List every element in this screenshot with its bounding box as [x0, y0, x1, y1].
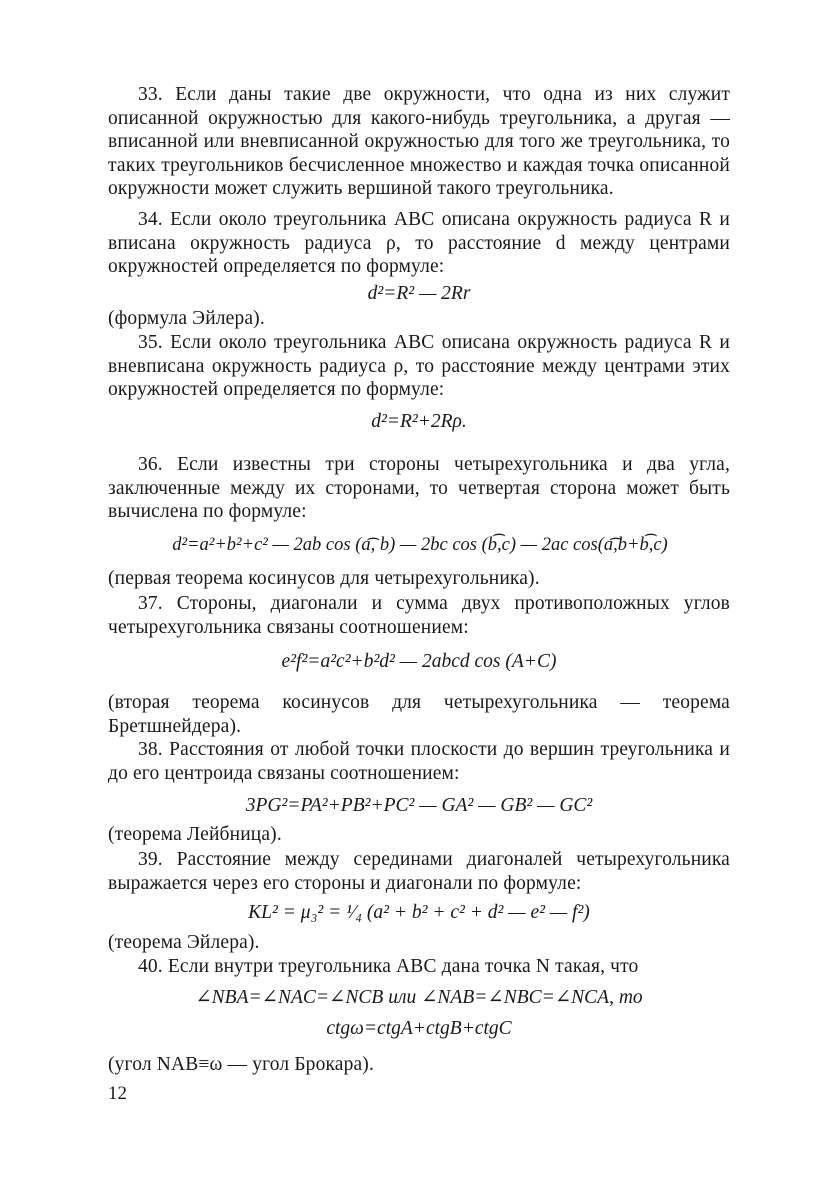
formula-36: d²=a²+b²+c² — 2ab cos (a͡, b) — 2bc cos (b͡,c) — 2ac cos(a͡,b+b͡,c)	[172, 535, 668, 555]
paragraph-38: 38. Расстояния от любой точки плоскости до вершин треугольника и до его центроида связаны соотношением:	[108, 739, 730, 784]
note-36	[108, 567, 730, 591]
formula-39: KL² = μ₃² = ¹⁄₄ (a² + b² + c² + d² — e² — f²)	[248, 902, 590, 923]
paragraph-37: 37. Стороны, диагонали и сумма двух противоположных углов четырехугольника связаны соотношением:	[108, 593, 730, 638]
note-leibniz: (теорема Лейбница).	[108, 824, 282, 845]
formula-euler	[108, 283, 730, 305]
formula-38-block	[108, 795, 730, 817]
note-brocard-angle: (угол NAB≡ω — угол Брокара).	[108, 1054, 374, 1075]
item-36	[108, 453, 730, 524]
formula-40-angles: ∠NBA=∠NAC=∠NCB или ∠NAB=∠NBC=∠NCA, то	[195, 987, 643, 1008]
formula-36-block	[100, 535, 740, 556]
formula-39-block	[108, 902, 730, 924]
note-euler-theorem: (теорема Эйлера).	[108, 932, 260, 953]
formula-35-block	[108, 411, 730, 433]
paragraph-39: 39. Расстояние между серединами диагоналей четырехугольника выражается через его стороны и диагонали по формуле:	[108, 849, 730, 894]
paragraph-40: 40. Если внутри треугольника ABC дана точка N такая, что	[138, 956, 639, 977]
note-40	[108, 1053, 730, 1077]
formula-35: d²=R²+2Rρ.	[371, 411, 467, 432]
formula-37-block	[108, 651, 730, 673]
formula-34: d²=R² — 2Rr	[367, 283, 471, 304]
formula-37: e²f²=a²c²+b²d² — 2abcd cos (A+C)	[281, 651, 557, 672]
paragraph-33: 33. Если даны такие две окружности, что одна из них служит описанной окружностью для какого-нибудь треугольника, а другая — вписанной или вневписанной окружностью для того же треугольника, то таких треугольников бесчисленное множество и каждая точка описанной окружности может служить вершиной такого треугольника.	[108, 84, 730, 200]
note-euler-formula: (формула Эйлера).	[108, 308, 265, 329]
paragraph-35: 35. Если около треугольника ABC описана окружность радиуса R и вневписана окружность радиуса ρ, то расстояние между центрами этих окружностей определяется по формуле:	[108, 332, 730, 401]
item-40	[108, 955, 730, 979]
formula-40a-block	[108, 985, 730, 1009]
formula-38: 3PG²=PA²+PB²+PC² — GA² — GB² — GC²	[245, 795, 593, 816]
item-35	[108, 331, 730, 402]
paragraph-34: 34. Если около треугольника ABC описана окружность радиуса R и вписана окружность радиуса ρ, то расстояние d между центрами окружностей определяется по формуле:	[108, 209, 730, 278]
formula-40b-block	[108, 1018, 730, 1040]
paragraph-36: 36. Если известны три стороны четырехугольника и два угла, заключенные между их сторонами, то четвертая сторона может быть вычислена по формуле:	[108, 454, 730, 523]
item-38	[108, 738, 730, 785]
note-38	[108, 823, 730, 847]
page-number: 12	[108, 1083, 127, 1104]
note-bretschneider: (вторая теорема косинусов для четырехугольника — теорема Бретшнейдера).	[108, 692, 730, 737]
note-first-cosine-theorem: (первая теорема косинусов для четырехугольника).	[108, 568, 540, 589]
note-37	[108, 691, 730, 738]
formula-40-brocard: ctgω=ctgA+ctgB+ctgC	[326, 1018, 512, 1039]
item-39	[108, 848, 730, 895]
item-33	[108, 83, 730, 201]
item-34	[108, 208, 730, 279]
item-37	[108, 592, 730, 639]
note-34	[108, 307, 730, 331]
note-39	[108, 931, 730, 955]
